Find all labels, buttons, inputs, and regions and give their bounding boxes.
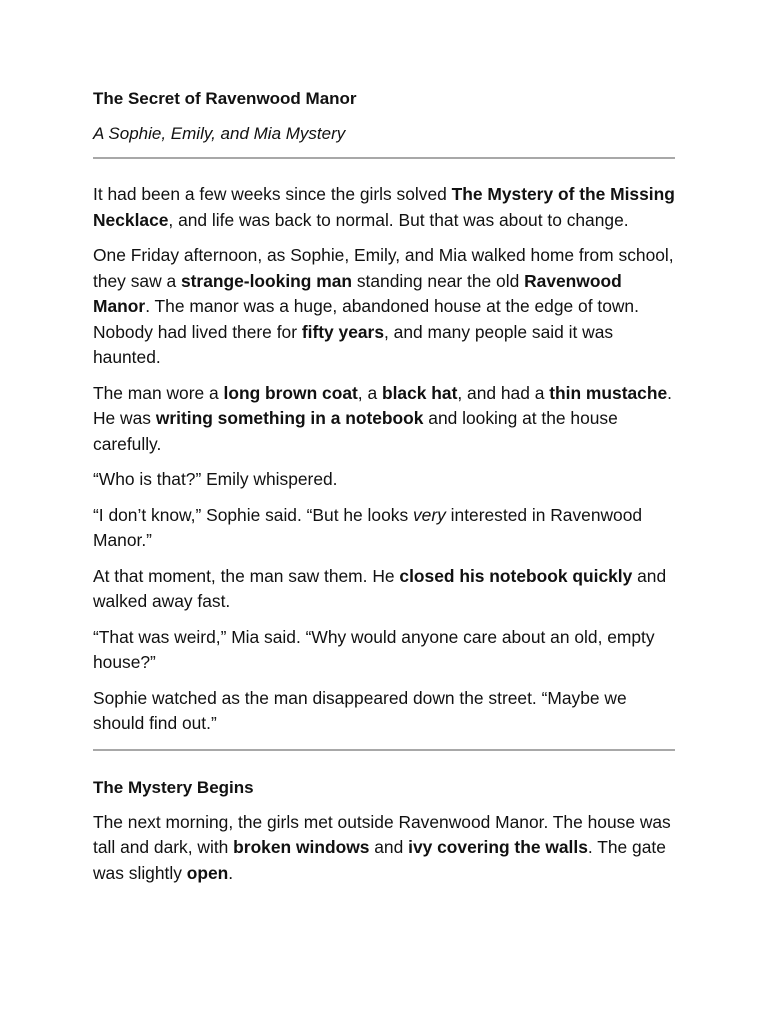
bold-text: black hat	[381, 382, 458, 403]
text-run: standing near the old	[352, 270, 525, 291]
text-run: It had been a few weeks since the girls solved	[93, 184, 452, 204]
text-run: The man wore a	[93, 382, 224, 403]
text-run: “Who is that?” Emily whispered.	[93, 469, 338, 489]
paragraph	[93, 503, 675, 554]
text-run: , and many people said it was haunted.	[93, 321, 614, 367]
text-run: , and had a	[457, 382, 550, 403]
italic-text: very	[412, 504, 446, 525]
text-run: “I don’t know,” Sophie said. “But he looks	[93, 504, 413, 525]
text-run: and walked away fast.	[93, 565, 667, 611]
section-heading: The Mystery Begins	[93, 777, 254, 797]
section-mystery-begins	[93, 775, 675, 887]
bold-text: broken windows	[233, 837, 370, 857]
paragraph	[93, 467, 675, 493]
text-run: “That was weird,” Mia said. “Why would anyone care about an old, empty house?”	[93, 626, 655, 672]
bold-text: strange-looking man	[180, 270, 352, 291]
bold-text: long brown coat	[223, 382, 358, 403]
text-run: One Friday afternoon, as Sophie, Emily, and Mia walked home from school, they saw a	[93, 245, 674, 291]
text-run: , and life was back to normal. But that was about to change.	[168, 209, 629, 230]
text-run: The next morning, the girls met outside Ravenwood Manor. The house was tall and dark, with	[93, 811, 671, 857]
text-run: At that moment, the man saw them. He	[93, 565, 400, 586]
bold-text: Ravenwood Manor	[93, 270, 622, 316]
paragraph	[93, 182, 675, 233]
text-run: . The gate was slightly	[93, 837, 666, 883]
paragraph	[93, 686, 675, 737]
text-run: Sophie watched as the man disappeared down the street. “Maybe we should find out.”	[93, 687, 627, 733]
paragraph	[93, 381, 675, 458]
bold-text: writing something in a notebook	[155, 408, 424, 428]
text-run: and looking at the house carefully.	[93, 408, 618, 454]
bold-text: closed his notebook quickly	[399, 565, 633, 586]
document-subtitle: A Sophie, Emily, and Mia Mystery	[93, 124, 346, 143]
text-run: . The manor was a huge, abandoned house at the edge of town. Nobody had lived there for	[93, 296, 639, 342]
bold-text: open	[186, 862, 229, 883]
text-run: and	[369, 837, 409, 857]
paragraph	[93, 810, 675, 887]
text-run: interested in Ravenwood Manor.”	[93, 504, 643, 550]
paragraph	[93, 243, 675, 371]
bold-text: ivy covering the walls	[408, 837, 588, 857]
bold-text: thin mustache	[549, 382, 668, 403]
bold-text: fifty years	[301, 321, 384, 342]
document-title: The Secret of Ravenwood Manor	[93, 89, 357, 108]
paragraph	[93, 564, 675, 615]
text-run: .	[228, 862, 234, 883]
text-run: , a	[357, 382, 382, 403]
paragraph	[93, 625, 675, 676]
section-intro	[93, 182, 675, 737]
document-page	[93, 86, 675, 896]
bold-text: The Mystery of the Missing Necklace	[93, 184, 675, 230]
horizontal-rule	[93, 749, 675, 751]
text-run: . He was	[93, 382, 672, 428]
horizontal-rule	[93, 157, 675, 159]
